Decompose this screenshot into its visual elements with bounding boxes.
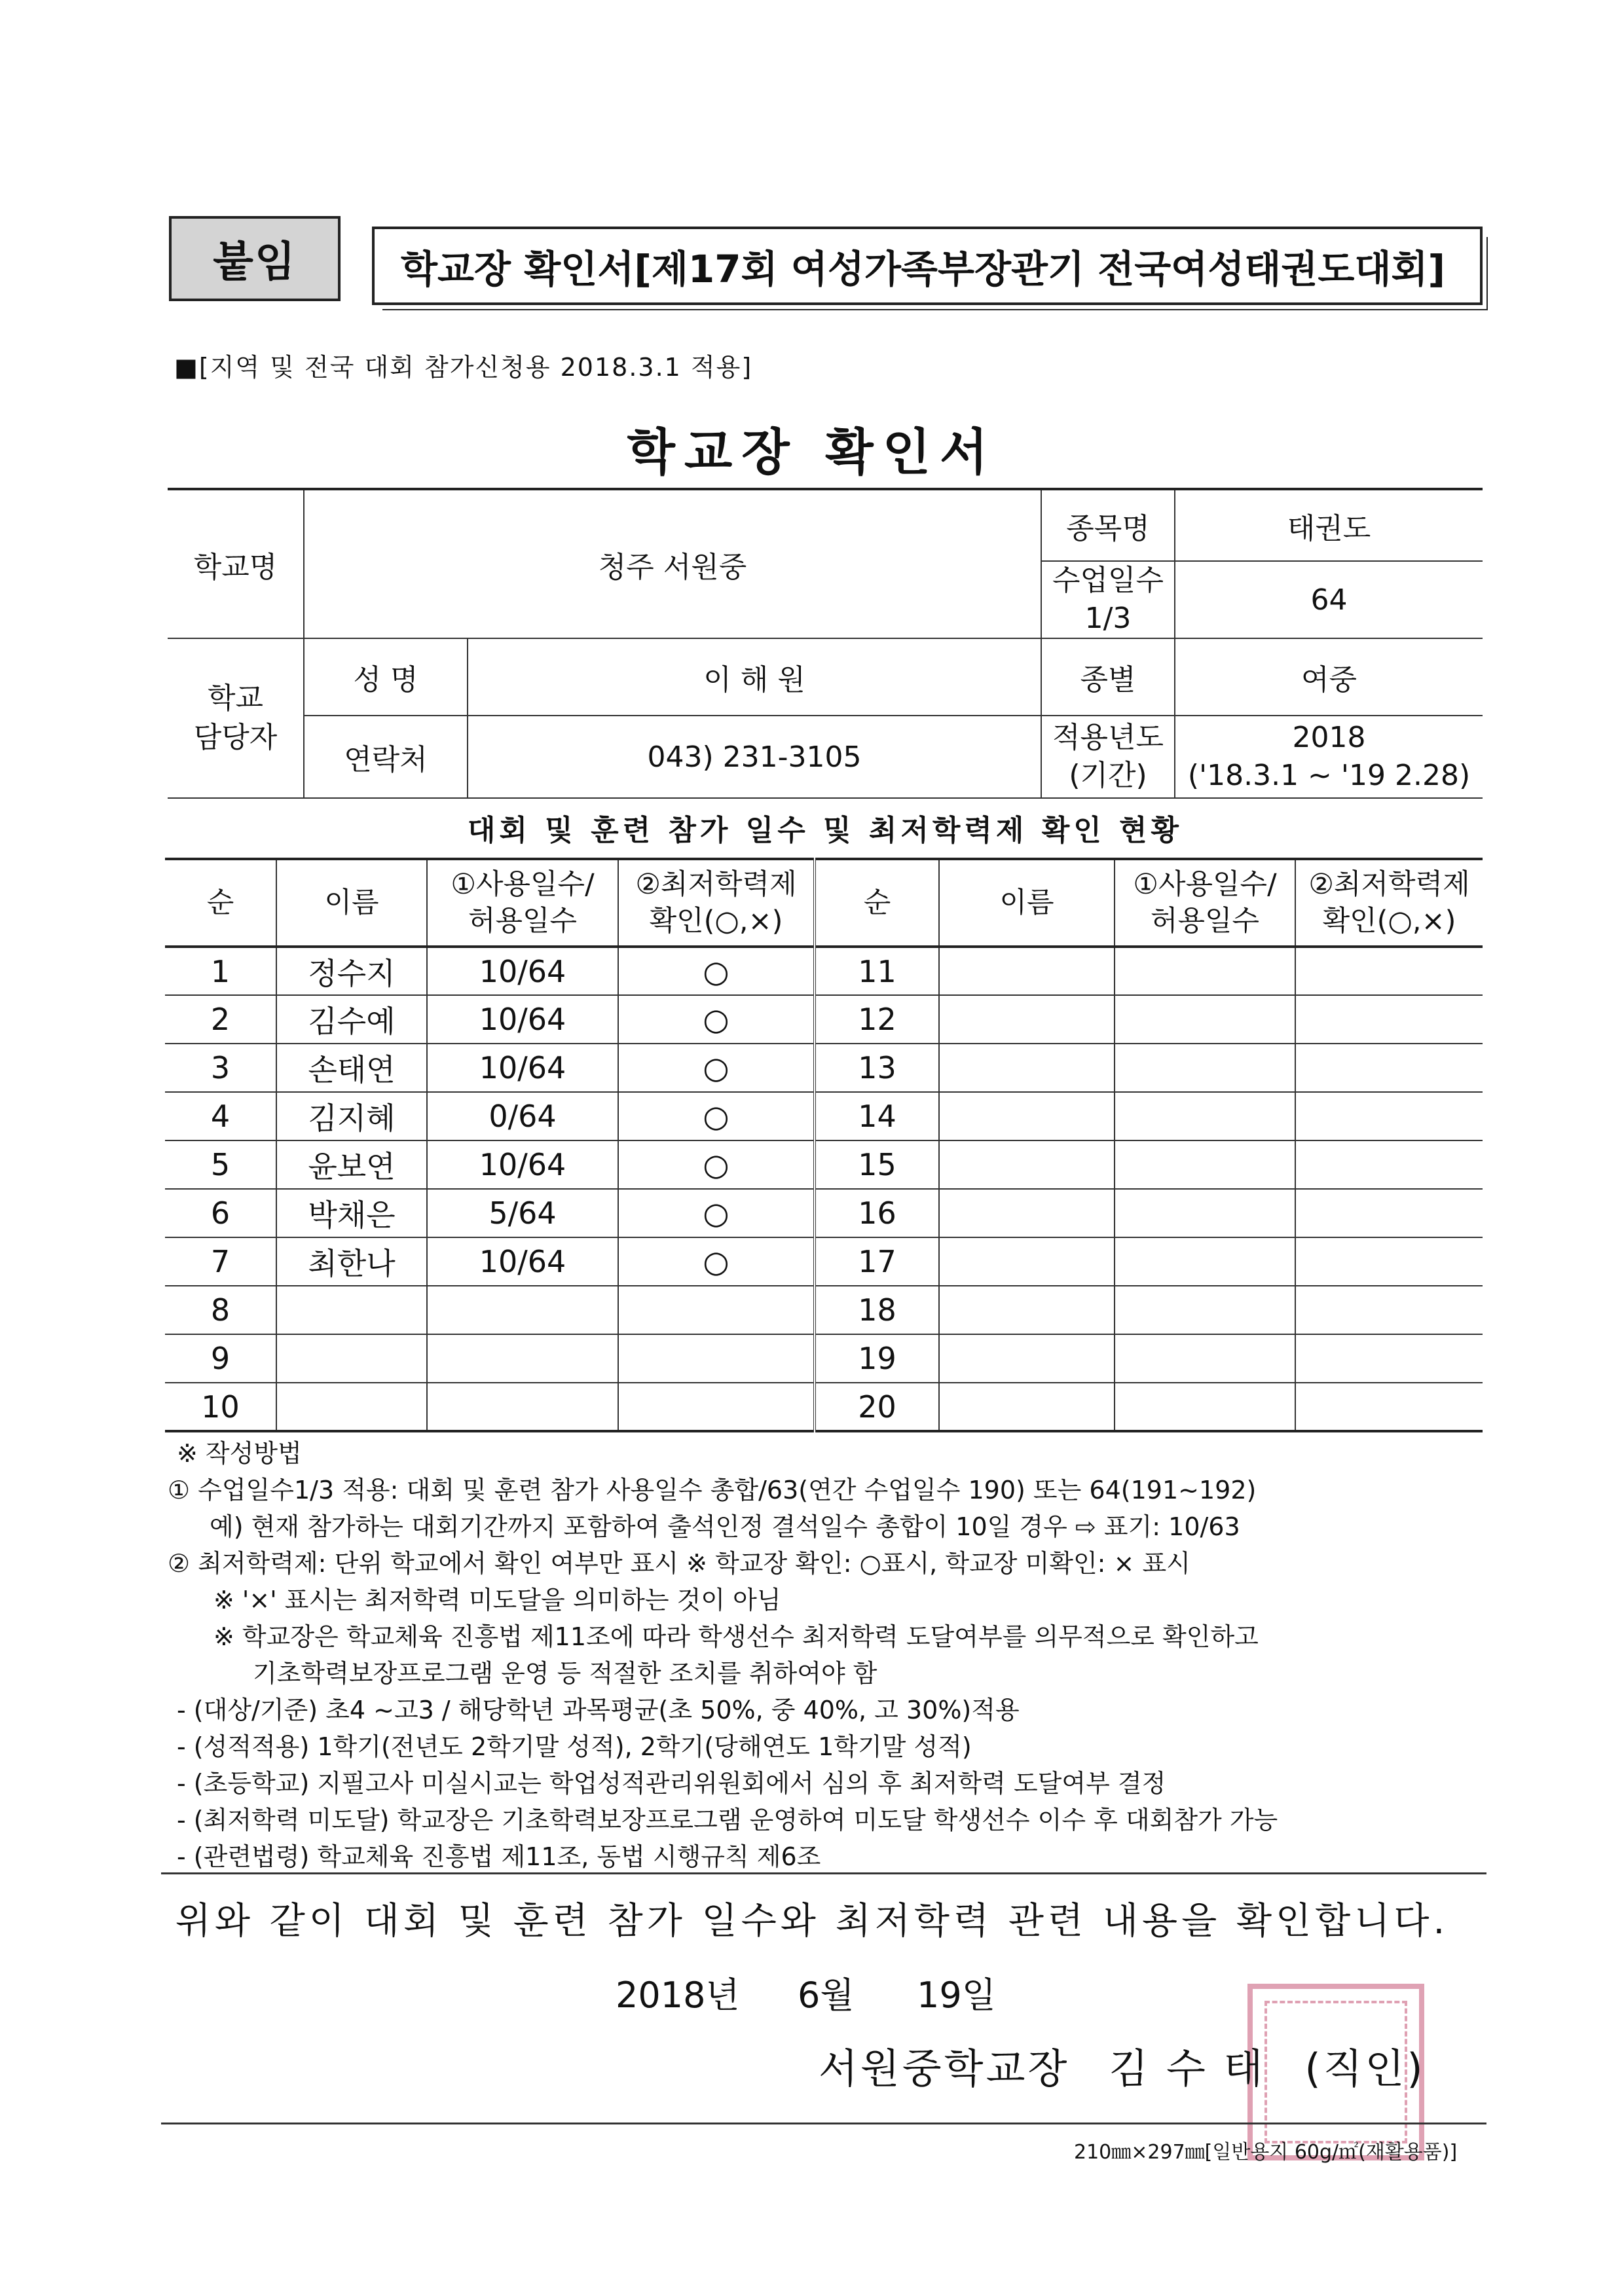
right-cell-days <box>1115 1383 1295 1431</box>
instruction-1b: 예) 현재 참가하는 대회기간까지 포함하여 출석인정 결석일수 총합이 10일 경우 ⇨ 표기: 10/63 <box>210 1512 1240 1541</box>
table-row <box>165 1044 1483 1092</box>
header-no: 순 <box>165 859 276 947</box>
left-cell-days: 10/64 <box>427 995 618 1044</box>
header-min-right <box>1295 859 1483 947</box>
right-cell-name <box>939 1383 1115 1431</box>
right-cell-check <box>1295 947 1483 995</box>
right-cell-days <box>1115 1140 1295 1189</box>
right-cell-name <box>939 1140 1115 1189</box>
left-cell-name: 정수지 <box>276 947 427 995</box>
left-cell-days <box>427 1286 618 1334</box>
class-days-label-line1: 수업일수 <box>1052 564 1164 597</box>
left-cell-no: 7 <box>165 1237 276 1286</box>
right-cell-check <box>1295 1383 1483 1431</box>
year-value-line1: 2018 <box>1292 721 1366 754</box>
attendance-body <box>165 947 1483 1431</box>
header-min-line1: ②최저학력제 <box>635 868 797 901</box>
left-cell-no: 2 <box>165 995 276 1044</box>
left-cell-no: 1 <box>165 947 276 995</box>
header-days-right-line2: 허용일수 <box>1150 905 1260 938</box>
right-cell-no: 19 <box>815 1334 939 1383</box>
right-cell-no: 20 <box>815 1383 939 1431</box>
division-value: 여중 <box>1175 638 1483 716</box>
right-cell-check <box>1295 1237 1483 1286</box>
right-cell-name <box>939 1044 1115 1092</box>
header-days-line2: 허용일수 <box>468 905 578 938</box>
note-1: ※ '×' 표시는 최저학력 미도달을 의미하는 것이 아님 <box>213 1586 781 1614</box>
date-year: 2018년 <box>616 1975 740 2016</box>
note-2a: ※ 학교장은 학교체육 진흥법 제11조에 따라 학생선수 최저학력 도달여부를 의무적으로 확인하고 <box>213 1622 1259 1651</box>
left-cell-no: 5 <box>165 1140 276 1189</box>
right-cell-no: 12 <box>815 995 939 1044</box>
right-cell-name <box>939 1286 1115 1334</box>
detail-5: - (관련법령) 학교체육 진흥법 제11조, 동법 시행규칙 제6조 <box>177 1842 821 1871</box>
left-cell-no: 6 <box>165 1189 276 1237</box>
manager-label-line1: 학교 <box>207 682 263 715</box>
header-min-right-line1: ②최저학력제 <box>1308 868 1470 901</box>
right-cell-no: 11 <box>815 947 939 995</box>
left-cell-no: 8 <box>165 1286 276 1334</box>
right-cell-check <box>1295 1092 1483 1140</box>
left-cell-days: 10/64 <box>427 1044 618 1092</box>
detail-4: - (최저학력 미도달) 학교장은 기초학력보장프로그램 운영하여 미도달 학생선수 이수 후 대회참가 가능 <box>177 1806 1278 1834</box>
page-title: 학교장 확인서 <box>627 423 997 481</box>
right-cell-days <box>1115 995 1295 1044</box>
name-label: 성 명 <box>304 638 468 716</box>
seal-note: (직인) <box>1304 2045 1426 2092</box>
right-cell-days <box>1115 1092 1295 1140</box>
left-cell-days: 0/64 <box>427 1092 618 1140</box>
left-cell-name: 손태연 <box>276 1044 427 1092</box>
divider-top <box>161 1872 1486 1874</box>
left-cell-check: ○ <box>618 947 815 995</box>
right-cell-name <box>939 1237 1115 1286</box>
table-row <box>165 1140 1483 1189</box>
detail-3: - (초등학교) 지필고사 미실시교는 학업성적관리위원회에서 심의 후 최저학력 도달여부 결정 <box>177 1769 1166 1798</box>
left-cell-name: 김지혜 <box>276 1092 427 1140</box>
note-2b: 기초학력보장프로그램 운영 등 적절한 조치를 취하여야 함 <box>253 1659 877 1688</box>
right-cell-name <box>939 995 1115 1044</box>
header-min-right-line2: 확인(○,×) <box>1322 905 1456 938</box>
left-cell-no: 10 <box>165 1383 276 1431</box>
left-cell-check: ○ <box>618 1237 815 1286</box>
contact-label: 연락처 <box>304 716 468 798</box>
table-row <box>165 1334 1483 1383</box>
header-no-right: 순 <box>815 859 939 947</box>
application-note: ■[지역 및 전국 대회 참가신청용 2018.3.1 적용] <box>174 353 753 382</box>
left-cell-name <box>276 1383 427 1431</box>
left-cell-days: 10/64 <box>427 947 618 995</box>
manager-label <box>168 638 304 798</box>
right-cell-no: 18 <box>815 1286 939 1334</box>
class-days-label-line2: 1/3 <box>1084 602 1132 635</box>
principal-signature <box>819 2036 1426 2094</box>
instruction-1a: ① 수업일수1/3 적용: 대회 및 훈련 참가 사용일수 총합/63(연간 수업일수 190) 또는 64(191~192) <box>168 1476 1257 1504</box>
right-cell-no: 14 <box>815 1092 939 1140</box>
table-row <box>165 1237 1483 1286</box>
header-min <box>618 859 815 947</box>
header-days-right-line1: ①사용일수/ <box>1133 868 1277 901</box>
attendance-title: 대회 및 훈련 참가 일수 및 최저학력제 확인 현황 <box>467 814 1183 847</box>
detail-2: - (성적적용) 1학기(전년도 2학기말 성적), 2학기(당해연도 1학기말 성적) <box>177 1732 972 1761</box>
table-row <box>165 1092 1483 1140</box>
right-cell-check <box>1295 1189 1483 1237</box>
date-month: 6월 <box>798 1975 855 2016</box>
left-cell-check: ○ <box>618 995 815 1044</box>
left-cell-days <box>427 1334 618 1383</box>
left-cell-check <box>618 1286 815 1334</box>
header-name-right: 이름 <box>939 859 1115 947</box>
school-value: 청주 서원중 <box>304 489 1041 638</box>
table-row <box>165 1286 1483 1334</box>
right-cell-check <box>1295 995 1483 1044</box>
right-cell-no: 15 <box>815 1140 939 1189</box>
manager-label-line2: 담당자 <box>193 721 278 754</box>
right-cell-check <box>1295 1334 1483 1383</box>
paper-spec-note: 210㎜×297㎜[일반용지 60g/㎡(재활용품)] <box>1074 2141 1458 2164</box>
school-label: 학교명 <box>168 489 304 638</box>
division-label: 종별 <box>1041 638 1175 716</box>
right-cell-name <box>939 1334 1115 1383</box>
year-label-line1: 적용년도 <box>1052 721 1164 754</box>
left-cell-no: 9 <box>165 1334 276 1383</box>
year-label-line2: (기간) <box>1069 759 1147 792</box>
left-cell-no: 4 <box>165 1092 276 1140</box>
class-days-value: 64 <box>1175 561 1483 638</box>
header-min-line2: 확인(○,×) <box>649 905 783 938</box>
left-cell-name: 최한나 <box>276 1237 427 1286</box>
right-cell-check <box>1295 1286 1483 1334</box>
right-cell-no: 13 <box>815 1044 939 1092</box>
instructions <box>168 1435 1484 1875</box>
header-days-line1: ①사용일수/ <box>451 868 595 901</box>
divider-bottom <box>161 2123 1486 2124</box>
right-cell-name <box>939 1189 1115 1237</box>
right-cell-no: 16 <box>815 1189 939 1237</box>
right-cell-name <box>939 947 1115 995</box>
left-cell-check: ○ <box>618 1092 815 1140</box>
right-cell-name <box>939 1092 1115 1140</box>
contact-value: 043) 231-3105 <box>468 716 1041 798</box>
year-label <box>1041 716 1175 798</box>
header-days <box>427 859 618 947</box>
table-row <box>165 1189 1483 1237</box>
right-cell-days <box>1115 1237 1295 1286</box>
year-value <box>1175 716 1483 798</box>
class-days-label <box>1041 561 1175 638</box>
left-cell-days: 10/64 <box>427 1140 618 1189</box>
attendance-table <box>165 858 1483 1432</box>
right-cell-check <box>1295 1140 1483 1189</box>
left-cell-no: 3 <box>165 1044 276 1092</box>
left-cell-name: 박채은 <box>276 1189 427 1237</box>
name-value: 이 해 원 <box>468 638 1041 716</box>
left-cell-check <box>618 1383 815 1431</box>
left-cell-check: ○ <box>618 1189 815 1237</box>
right-cell-no: 17 <box>815 1237 939 1286</box>
right-cell-days <box>1115 1044 1295 1092</box>
right-cell-days <box>1115 1189 1295 1237</box>
school-info-table <box>168 488 1483 799</box>
instructions-heading: ※ 작성방법 <box>177 1439 302 1468</box>
right-cell-days <box>1115 1334 1295 1383</box>
left-cell-check <box>618 1334 815 1383</box>
event-value: 태권도 <box>1175 489 1483 561</box>
right-cell-days <box>1115 947 1295 995</box>
left-cell-check: ○ <box>618 1140 815 1189</box>
left-cell-name: 윤보연 <box>276 1140 427 1189</box>
left-cell-days: 10/64 <box>427 1237 618 1286</box>
table-row <box>165 1383 1483 1431</box>
attendance-header-row <box>165 859 1483 947</box>
right-cell-check <box>1295 1044 1483 1092</box>
left-cell-name <box>276 1334 427 1383</box>
confirmation-text: 위와 같이 대회 및 훈련 참가 일수와 최저학력 관련 내용을 확인합니다. <box>175 1900 1449 1942</box>
header-days-right <box>1115 859 1295 947</box>
detail-1: - (대상/기준) 초4 ~고3 / 해당학년 과목평균(초 50%, 중 40%, 고 30%)적용 <box>177 1696 1020 1724</box>
instruction-2: ② 최저학력제: 단위 학교에서 확인 여부만 표시 ※ 학교장 확인: ○표시, 학교장 미확인: × 표시 <box>168 1549 1190 1578</box>
table-row <box>165 995 1483 1044</box>
principal-name: 김 수 태 <box>1109 2045 1266 2092</box>
document-header-title: 학교장 확인서[제17회 여성가족부장관기 전국여성태권도대회] <box>372 227 1483 305</box>
date-day: 19일 <box>917 1975 996 2016</box>
left-cell-check: ○ <box>618 1044 815 1092</box>
left-cell-name: 김수예 <box>276 995 427 1044</box>
event-label: 종목명 <box>1041 489 1175 561</box>
principal-title: 서원중학교장 <box>819 2045 1070 2092</box>
left-cell-days <box>427 1383 618 1431</box>
year-value-line2: ('18.3.1 ~ '19 2.28) <box>1187 759 1471 792</box>
table-row <box>165 947 1483 995</box>
left-cell-name <box>276 1286 427 1334</box>
right-cell-days <box>1115 1286 1295 1334</box>
header-name: 이름 <box>276 859 427 947</box>
left-cell-days: 5/64 <box>427 1189 618 1237</box>
attachment-tag: 붙임 <box>169 216 341 301</box>
